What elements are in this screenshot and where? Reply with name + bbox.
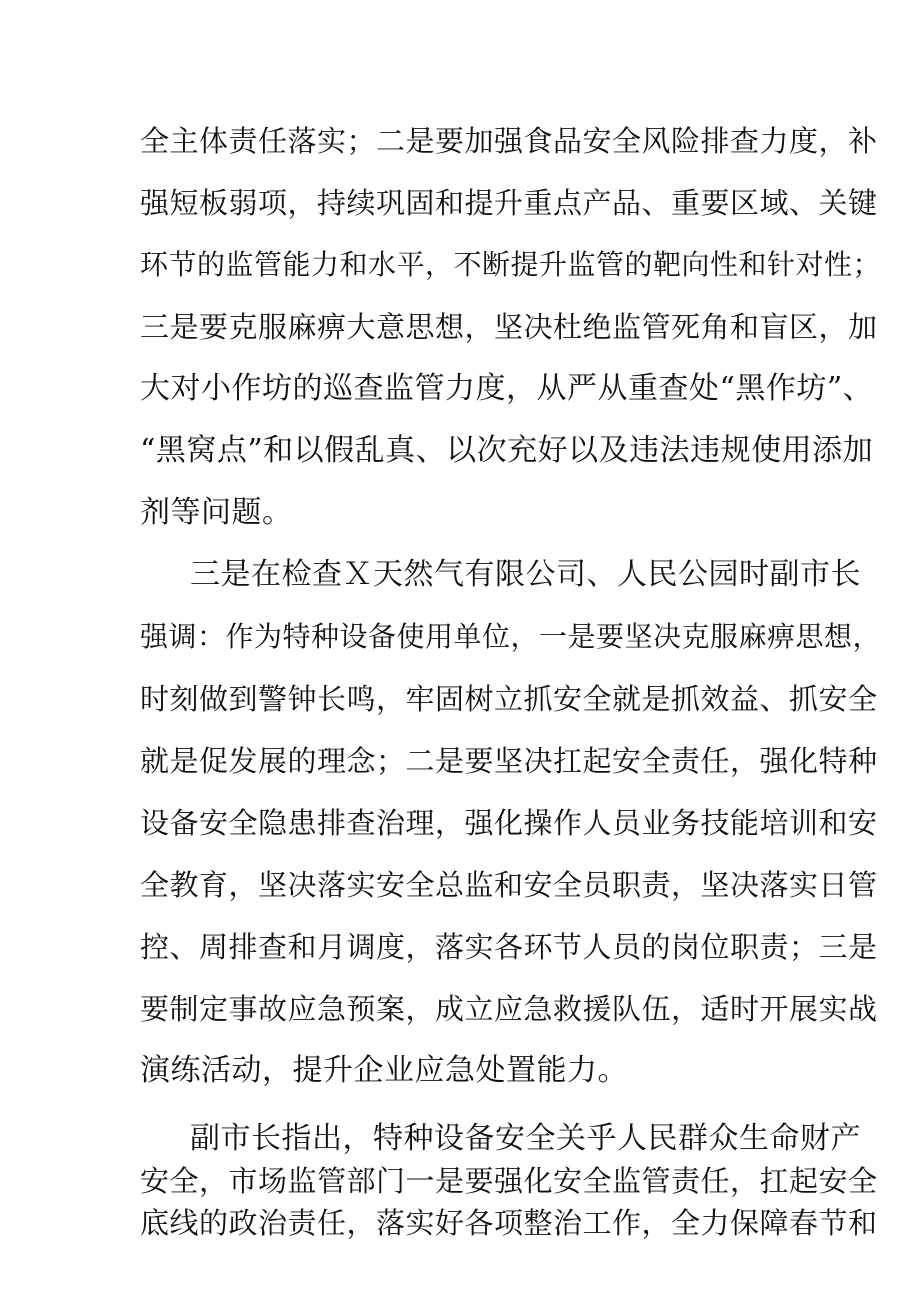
- paragraph-2-line-4: 就是促发展的理念；二是要坚决扛起安全责任，强化特种: [140, 744, 878, 778]
- paragraph-2-line-9: 演练活动，提升企业应急处置能力。: [140, 1053, 628, 1088]
- paragraph-1-line-3: 环节的监管能力和水平，不断提升监管的靶向性和针对性；: [140, 248, 882, 281]
- paragraph-2-line-6: 全教育，坚决落实安全总监和安全员职责，坚决落实日管: [140, 868, 878, 902]
- paragraph-2-line-2: 强调：作为特种设备使用单位，一是要坚决克服麻痹思想，: [140, 620, 882, 653]
- paragraph-2-line-5: 设备安全隐患排查治理，强化操作人员业务技能培训和安: [140, 806, 878, 840]
- paragraph-1-line-6: “黑窝点”和以假乱真、以次充好以及违法违规使用添加: [140, 433, 874, 468]
- paragraph-2-line-7: 控、周排查和月调度，落实各环节人员的岗位职责；三是: [140, 930, 878, 964]
- paragraph-3-line-3: 底线的政治责任，落实好各项整治工作，全力保障春节和: [140, 1206, 878, 1240]
- paragraph-1-line-1: 全主体责任落实；二是要加强食品安全风险排查力度，补: [140, 124, 878, 158]
- paragraph-1-line-5: 大对小作坊的巡查监管力度，从严从重查处“黑作坊”、: [140, 371, 874, 406]
- paragraph-1-line-7: 剂等问题。: [140, 495, 293, 530]
- paragraph-1-line-4: 三是要克服麻痹大意思想，坚决杜绝监管死角和盲区，加: [140, 310, 878, 344]
- paragraph-2-line-8: 要制定事故应急预案，成立应急救援队伍，适时开展实战: [140, 992, 878, 1026]
- paragraph-1-line-2: 强短板弱项，持续巩固和提升重点产品、重要区域、关键: [140, 186, 878, 220]
- paragraph-2-line-1: 三是在检查Ｘ天然气有限公司、人民公园时副市长: [190, 557, 861, 592]
- paragraph-3-line-2: 安全，市场监管部门一是要强化安全监管责任，扛起安全: [140, 1164, 878, 1198]
- paragraph-2-line-3: 时刻做到警钟长鸣，牢固树立抓安全就是抓效益、抓安全: [140, 682, 878, 716]
- paragraph-3-line-1: 副市长指出，特种设备安全关乎人民群众生命财产: [190, 1121, 861, 1156]
